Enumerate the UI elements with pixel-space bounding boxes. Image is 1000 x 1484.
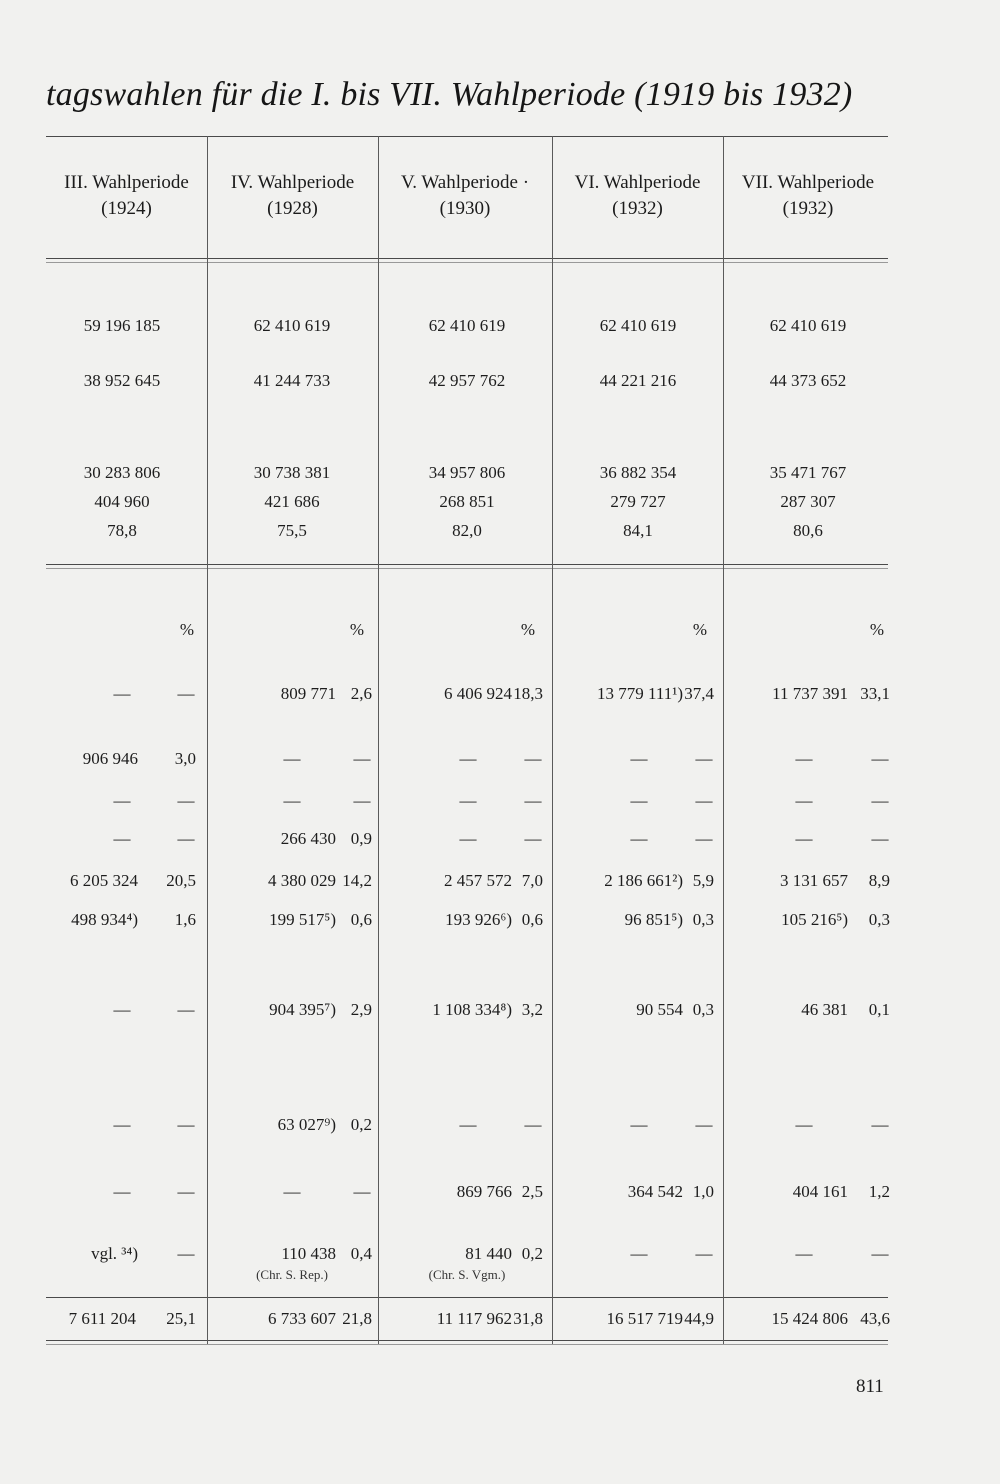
vote-count-cell: 404 161 [792,1182,848,1201]
vote-share-cell: 0,9 [350,829,372,848]
vote-count-cell: — [630,791,648,810]
vote-count-cell: 869 766 [456,1182,512,1201]
vote-share-cell: — [524,749,542,768]
vote-share-cell: — [871,829,889,848]
population-cell: 62 410 619 [599,316,677,335]
vote-share-cell: 1,2 [868,1182,890,1201]
column-header-name: V. Wahlperiode · [400,172,530,193]
invalid-votes-cell: 421 686 [264,492,320,511]
eligible-voters-cell: 44 373 652 [769,371,847,390]
rule-top [46,136,888,137]
vote-count-cell: 4 380 029 [268,871,336,890]
eligible-voters-cell: 41 244 733 [253,371,331,390]
total-share-cell: 44,9 [684,1309,714,1328]
vote-count-cell: — [630,749,648,768]
vote-count-cell: 90 554 [636,1000,683,1019]
column-header-year: (1928) [267,198,318,219]
vote-share-cell: — [871,791,889,810]
eligible-voters-cell: 38 952 645 [83,371,161,390]
vote-share-cell: — [177,1000,195,1019]
vote-share-cell: 0,3 [692,1000,714,1019]
vote-count-cell: — [283,791,301,810]
percent-header: % [869,620,885,639]
vote-count-cell: 2 457 572 [444,871,512,890]
votes-cast-cell: 30 738 381 [253,463,331,482]
invalid-votes-cell: 279 727 [610,492,666,511]
percent-header: % [179,620,195,639]
votes-cast-cell: 34 957 806 [428,463,506,482]
turnout-cell: 75,5 [277,521,307,540]
vote-count-cell: — [795,829,813,848]
vote-share-cell: 1,6 [174,910,196,929]
vote-count-cell: — [113,829,131,848]
vote-count-cell: — [113,684,131,703]
column-header-name: VII. Wahlperiode [741,172,875,193]
invalid-votes-cell: 287 307 [780,492,836,511]
rule-summary [46,564,888,565]
column-header [723,170,893,222]
column-header-year: (1932) [782,198,834,219]
vote-count-cell: — [795,1244,813,1263]
vote-count-cell: — [459,1115,477,1134]
rule-bottom-2 [46,1344,888,1345]
vote-share-cell: — [695,829,713,848]
invalid-votes-cell: 404 960 [94,492,150,511]
vote-share-cell: 3,0 [174,749,196,768]
column-header [207,170,378,222]
vote-share-cell: — [353,791,371,810]
vote-count-cell: 6 406 924 [444,684,512,703]
col-divider [207,136,208,1344]
col-divider [552,136,553,1344]
vote-count-cell: 96 851⁵) [624,910,683,929]
column-header-name: VI. Wahlperiode [574,172,701,193]
turnout-cell: 78,8 [107,521,137,540]
total-votes-cell: 11 117 962 [436,1309,512,1328]
total-share-cell: 43,6 [860,1309,890,1328]
vote-share-cell: — [524,829,542,848]
vote-count-cell: — [630,829,648,848]
vote-share-cell: — [353,1182,371,1201]
population-cell: 59 196 185 [83,316,161,335]
vote-count-cell: — [795,791,813,810]
vote-count-cell: 904 395⁷) [269,1000,336,1019]
votes-cast-cell: 35 471 767 [769,463,847,482]
vote-share-cell: 2,5 [521,1182,543,1201]
population-cell: 62 410 619 [769,316,847,335]
vote-count-cell: 11 737 391 [772,684,848,703]
vote-share-cell: 0,3 [692,910,714,929]
vote-count-cell: 906 946 [82,749,138,768]
vote-count-cell: 498 934⁴) [71,910,138,929]
votes-cast-cell: 30 283 806 [83,463,161,482]
total-votes-cell: 7 611 204 [68,1309,136,1328]
vote-share-cell: 5,9 [692,871,714,890]
column-header-year: (1924) [101,198,152,219]
vote-count-cell: — [795,749,813,768]
rule-summary-2 [46,568,888,569]
vote-share-cell: — [695,1115,713,1134]
turnout-cell: 82,0 [452,521,482,540]
population-cell: 62 410 619 [253,316,331,335]
vote-share-cell: — [695,749,713,768]
vote-share-cell: 0,2 [521,1244,543,1263]
total-share-cell: 21,8 [342,1309,372,1328]
total-votes-cell: 16 517 719 [606,1309,683,1328]
vote-share-cell: 1,0 [692,1182,714,1201]
vote-share-cell: 7,0 [521,871,543,890]
eligible-voters-cell: 42 957 762 [428,371,506,390]
vote-count-cell: 266 430 [280,829,336,848]
total-share-cell: 31,8 [513,1309,543,1328]
vote-share-cell: 2,9 [350,1000,372,1019]
percent-header: % [520,620,536,639]
col-divider [723,136,724,1344]
vote-count-cell: — [113,1115,131,1134]
vote-count-cell: 1 108 334⁸) [432,1000,512,1019]
vote-count-cell: 63 027⁹) [277,1115,336,1134]
vote-share-cell: 0,2 [350,1115,372,1134]
vote-share-cell: — [177,1182,195,1201]
total-share-cell: 25,1 [166,1309,196,1328]
vote-count-cell: vgl. ³⁴) [91,1244,138,1263]
votes-cast-cell: 36 882 354 [599,463,677,482]
vote-count-cell: — [459,829,477,848]
page-title: tagswahlen für die I. bis VII. Wahlperiode (1919 bis 1932) [46,76,853,113]
total-votes-cell: 6 733 607 [268,1309,336,1328]
total-votes-cell: 15 424 806 [771,1309,848,1328]
eligible-voters-cell: 44 221 216 [599,371,677,390]
vote-share-cell: — [177,791,195,810]
vote-count-cell: — [630,1115,648,1134]
vote-count-cell: — [113,791,131,810]
vote-count-cell: — [113,1182,131,1201]
vote-count-cell: 105 216⁵) [781,910,848,929]
vote-count-cell: 199 517⁵) [269,910,336,929]
rule-bottom [46,1340,888,1341]
party-note: (Chr. S. Rep.) [256,1267,328,1282]
vote-share-cell: 0,6 [350,910,372,929]
vote-share-cell: 20,5 [166,871,196,890]
vote-count-cell: 110 438 [281,1244,336,1263]
rule-totals [46,1297,888,1298]
vote-share-cell: — [177,829,195,848]
vote-share-cell: 0,1 [868,1000,890,1019]
vote-count-cell: 809 771 [280,684,336,703]
column-header-year: (1932) [612,198,663,219]
vote-share-cell: — [695,1244,713,1263]
column-header-name: III. Wahlperiode [64,172,189,193]
column-header [46,170,207,222]
vote-share-cell: — [871,749,889,768]
vote-count-cell: — [459,749,477,768]
col-divider [378,136,379,1344]
vote-share-cell: — [177,684,195,703]
percent-header: % [692,620,708,639]
vote-share-cell: — [353,749,371,768]
column-header-year: (1930) [439,198,491,219]
column-header-name: IV. Wahlperiode [230,172,355,193]
vote-share-cell: 2,6 [350,684,372,703]
party-note: (Chr. S. Vgm.) [428,1267,506,1282]
turnout-cell: 80,6 [793,521,823,540]
invalid-votes-cell: 268 851 [439,492,495,511]
vote-count-cell: 3 131 657 [780,871,848,890]
vote-count-cell: 13 779 111¹) [597,684,683,703]
vote-share-cell: 0,6 [521,910,543,929]
page-number: 811 [856,1376,884,1397]
vote-count-cell: 2 186 661²) [604,871,683,890]
vote-share-cell: 37,4 [684,684,714,703]
population-cell: 62 410 619 [428,316,506,335]
vote-share-cell: 8,9 [868,871,890,890]
rule-header-2 [46,262,888,263]
vote-count-cell: — [630,1244,648,1263]
vote-count-cell: — [283,749,301,768]
vote-count-cell: 193 926⁶) [445,910,512,929]
vote-count-cell: 364 542 [627,1182,683,1201]
vote-share-cell: 14,2 [342,871,372,890]
percent-header: % [349,620,365,639]
vote-count-cell: 6 205 324 [70,871,138,890]
vote-count-cell: 81 440 [465,1244,512,1263]
vote-count-cell: — [113,1000,131,1019]
vote-share-cell: — [177,1244,195,1263]
vote-share-cell: — [524,1115,542,1134]
vote-share-cell: — [871,1115,889,1134]
vote-share-cell: 3,2 [521,1000,543,1019]
vote-count-cell: 46 381 [801,1000,848,1019]
vote-count-cell: — [283,1182,301,1201]
turnout-cell: 84,1 [623,521,653,540]
vote-count-cell: — [795,1115,813,1134]
rule-header [46,258,888,259]
vote-share-cell: 0,4 [350,1244,372,1263]
column-header [378,170,552,222]
vote-share-cell: — [695,791,713,810]
vote-share-cell: 0,3 [868,910,890,929]
vote-share-cell: 18,3 [513,684,543,703]
vote-share-cell: — [524,791,542,810]
vote-count-cell: — [459,791,477,810]
vote-share-cell: — [871,1244,889,1263]
vote-share-cell: — [177,1115,195,1134]
vote-share-cell: 33,1 [860,684,890,703]
column-header [552,170,723,222]
